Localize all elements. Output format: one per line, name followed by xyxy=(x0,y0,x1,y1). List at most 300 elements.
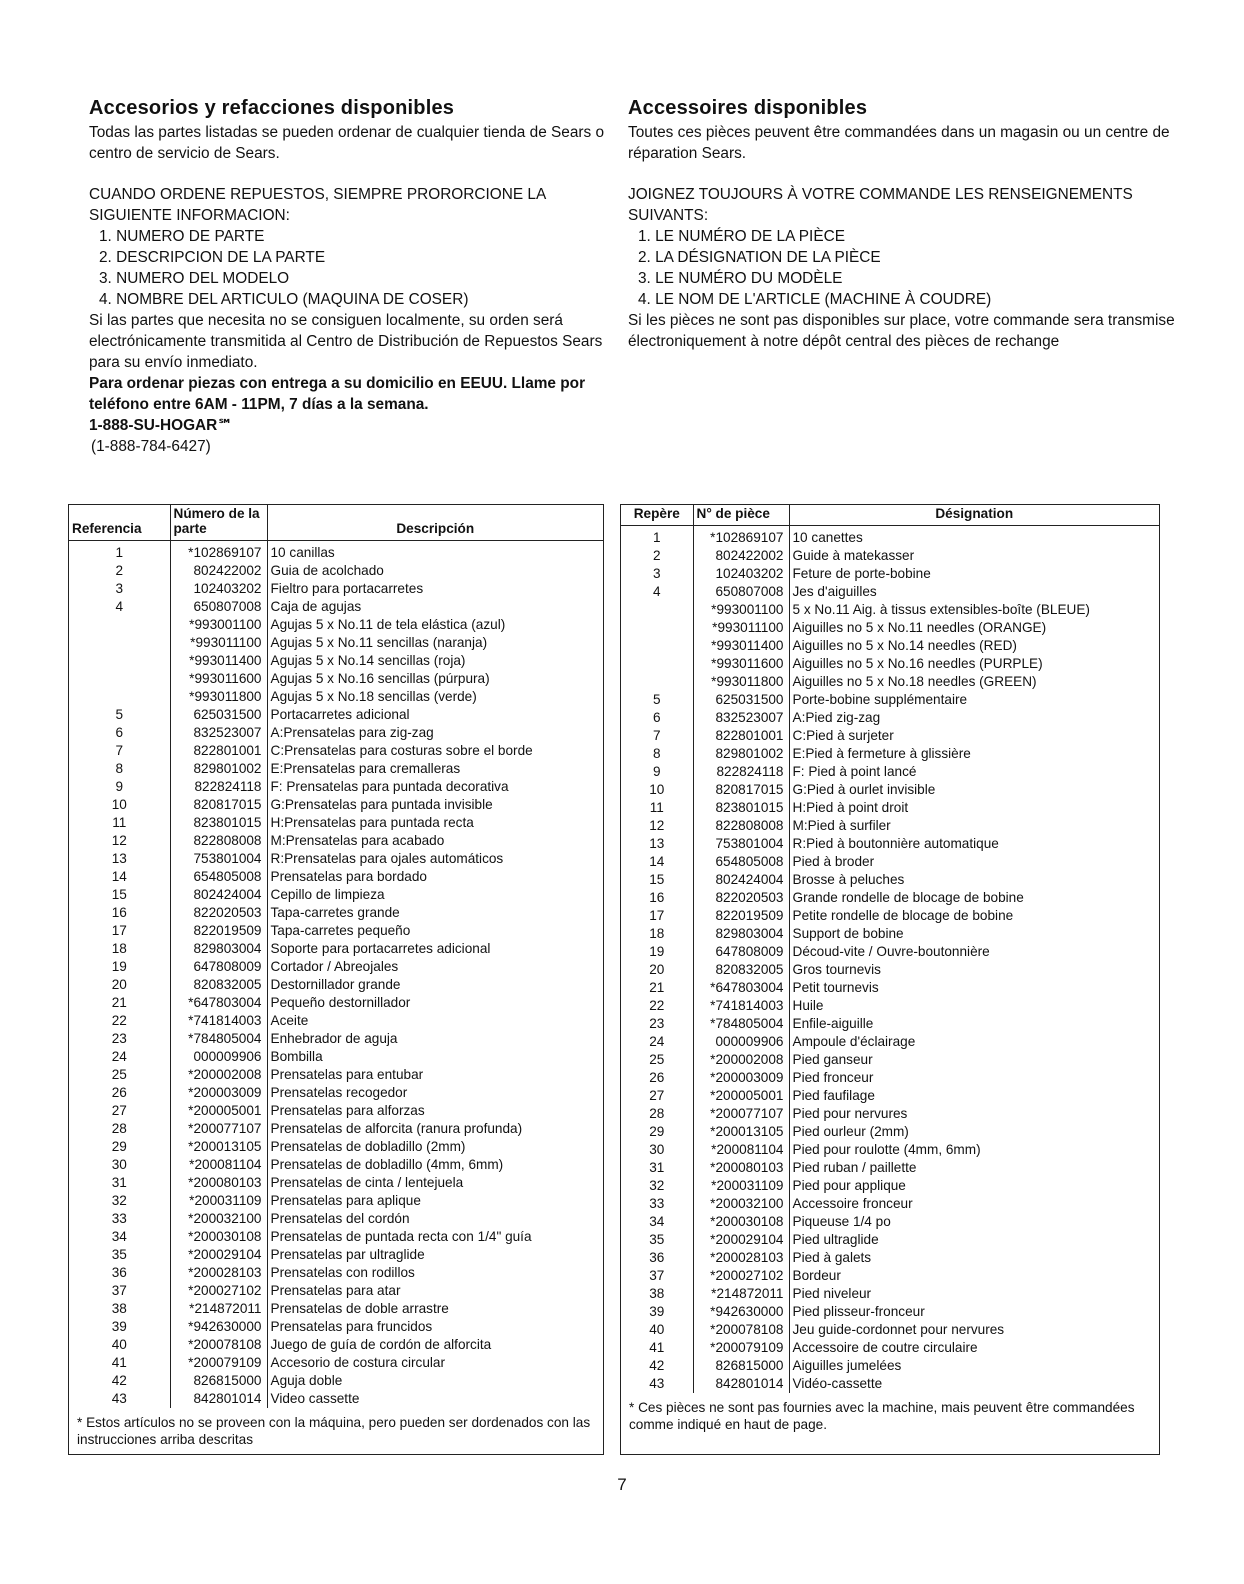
part-number-cell: *200029104 xyxy=(693,1231,789,1249)
ref-cell: 26 xyxy=(649,1070,665,1085)
ref-cell: 18 xyxy=(649,926,665,941)
table-row xyxy=(621,1141,1159,1159)
ref-cell: 21 xyxy=(111,995,127,1010)
list-item: 2. DESCRIPCION DE LA PARTE xyxy=(99,249,326,266)
ref-cell: 6 xyxy=(652,710,661,725)
ref-cell: 14 xyxy=(649,854,665,869)
description-cell: Pied plisseur-fronceur xyxy=(792,1304,925,1319)
ref-cell: 10 xyxy=(649,782,665,797)
ref-cell: 11 xyxy=(112,815,127,830)
french-parts-table xyxy=(621,505,1159,1393)
description-cell: Fieltro para portacarretes xyxy=(270,581,424,596)
part-number-cell: *200031109 xyxy=(693,1177,789,1195)
ref-cell: 7 xyxy=(652,728,661,743)
part-number-cell: *200028103 xyxy=(693,1249,789,1267)
table-row xyxy=(69,616,603,634)
description-cell: A:Prensatelas para zig-zag xyxy=(270,725,434,740)
description-cell: Aceite xyxy=(270,1013,309,1028)
table-row xyxy=(621,835,1159,853)
ref-cell: 40 xyxy=(649,1322,665,1337)
header-part: N° de pièce xyxy=(693,505,789,526)
table-row xyxy=(69,1174,603,1192)
ref-cell: 30 xyxy=(111,1157,127,1172)
description-cell: Prensatelas para alforzas xyxy=(270,1103,425,1118)
table-row xyxy=(69,1210,603,1228)
description-cell: Pied pour applique xyxy=(792,1178,906,1193)
description-cell: Vidéo-cassette xyxy=(792,1376,883,1391)
description-cell: Pied ourleur (2mm) xyxy=(792,1124,909,1139)
ref-cell: 9 xyxy=(115,779,124,794)
description-cell: Prensatelas para bordado xyxy=(270,869,427,884)
ref-cell: 28 xyxy=(649,1106,665,1121)
description-cell: Gros tournevis xyxy=(792,962,881,977)
part-number-cell: 650807008 xyxy=(693,583,789,601)
table-row xyxy=(69,1120,603,1138)
table-row xyxy=(69,922,603,940)
part-number-cell: 822801001 xyxy=(693,727,789,745)
table-row xyxy=(69,1156,603,1174)
part-number-cell: 647808009 xyxy=(693,943,789,961)
ref-cell: 35 xyxy=(111,1247,127,1262)
description-cell: Porte-bobine supplémentaire xyxy=(792,692,968,707)
part-number-cell: *993011400 xyxy=(170,652,267,670)
ref-cell: 10 xyxy=(111,797,127,812)
ref-cell: 38 xyxy=(111,1301,127,1316)
description-cell: C:Prensatelas para costuras sobre el borde xyxy=(270,743,533,758)
part-number-cell: *200002008 xyxy=(693,1051,789,1069)
description-cell: Prensatelas de dobladillo (2mm) xyxy=(270,1139,466,1154)
description-cell: R:Pied à boutonnière automatique xyxy=(792,836,999,851)
table-row xyxy=(621,763,1159,781)
description-cell: Enfile-aiguille xyxy=(792,1016,874,1031)
part-number-cell: *200032100 xyxy=(170,1210,267,1228)
table-row xyxy=(69,688,603,706)
ref-cell: 5 xyxy=(652,692,661,707)
table-row xyxy=(69,778,603,796)
ref-cell: 4 xyxy=(652,584,661,599)
ref-cell: 23 xyxy=(649,1016,665,1031)
table-row xyxy=(69,1390,603,1408)
description-cell: Prensatelas recogedor xyxy=(270,1085,408,1100)
part-number-cell: 822824118 xyxy=(693,763,789,781)
part-number-cell: *993011800 xyxy=(170,688,267,706)
table-row xyxy=(621,727,1159,745)
part-number-cell: *214872011 xyxy=(170,1300,267,1318)
description-cell: E:Pied à fermeture à glissière xyxy=(792,746,971,761)
description-cell: Aiguilles no 5 x No.14 needles (RED) xyxy=(792,638,1017,653)
table-row xyxy=(621,1339,1159,1357)
french-title: Accessoires disponibles xyxy=(628,97,868,119)
ref-cell: 39 xyxy=(111,1319,127,1334)
spanish-phone-digits: (1-888-784-6427) xyxy=(91,438,211,455)
part-number-cell: 820817015 xyxy=(170,796,267,814)
part-number-cell: *102869107 xyxy=(693,526,789,548)
part-number-cell: 822824118 xyxy=(170,778,267,796)
description-cell: Enhebrador de aguja xyxy=(270,1031,398,1046)
table-row xyxy=(621,1213,1159,1231)
ref-cell xyxy=(69,634,170,652)
table-row xyxy=(621,709,1159,727)
ref-cell: 31 xyxy=(111,1175,127,1190)
table-row xyxy=(621,979,1159,997)
ref-cell: 13 xyxy=(649,836,665,851)
table-row xyxy=(69,1372,603,1390)
list-item: 1. NUMERO DE PARTE xyxy=(99,228,265,245)
table-row xyxy=(621,601,1159,619)
part-number-cell: *200005001 xyxy=(693,1087,789,1105)
table-row xyxy=(69,562,603,580)
description-cell: Destornillador grande xyxy=(270,977,401,992)
part-number-cell: *200079109 xyxy=(170,1354,267,1372)
table-row xyxy=(621,1159,1159,1177)
description-cell: H:Pied à point droit xyxy=(792,800,909,815)
ref-cell: 20 xyxy=(649,962,665,977)
description-cell: Pied niveleur xyxy=(792,1286,872,1301)
description-cell: Prensatelas par ultraglide xyxy=(270,1247,425,1262)
table-row xyxy=(69,1012,603,1030)
description-cell: Jes d'aiguilles xyxy=(792,584,877,599)
part-number-cell: *942630000 xyxy=(693,1303,789,1321)
description-cell: H:Prensatelas para puntada recta xyxy=(270,815,474,830)
part-number-cell: 625031500 xyxy=(170,706,267,724)
table-row xyxy=(621,655,1159,673)
table-row xyxy=(69,1228,603,1246)
part-number-cell: *741814003 xyxy=(693,997,789,1015)
part-number-cell: *200032100 xyxy=(693,1195,789,1213)
description-cell: Guia de acolchado xyxy=(270,563,384,578)
part-number-cell: 832523007 xyxy=(170,724,267,742)
spanish-footnote: * Estos artículos no se proveen con la máquina, pero pueden ser dordenados con las instrucciones arriba descritas xyxy=(77,1415,591,1447)
table-row xyxy=(621,1303,1159,1321)
description-cell: Pied pour nervures xyxy=(792,1106,908,1121)
table-row xyxy=(621,1375,1159,1393)
part-number-cell: 820832005 xyxy=(170,976,267,994)
part-number-cell: 802422002 xyxy=(170,562,267,580)
description-cell: Prensatelas para fruncidos xyxy=(270,1319,433,1334)
description-cell: Pied ruban / paillette xyxy=(792,1160,917,1175)
table-row xyxy=(621,565,1159,583)
table-row xyxy=(621,1069,1159,1087)
description-cell: Pied ganseur xyxy=(792,1052,873,1067)
list-item: 1. LE NUMÉRO DE LA PIÈCE xyxy=(638,228,845,245)
ref-cell: 26 xyxy=(111,1085,127,1100)
ref-cell: 12 xyxy=(111,833,127,848)
description-cell: Huile xyxy=(792,998,824,1013)
ref-cell: 2 xyxy=(115,563,124,578)
description-cell: F: Pied à point lancé xyxy=(792,764,917,779)
french-section xyxy=(628,96,1188,352)
part-number-cell: 826815000 xyxy=(693,1357,789,1375)
part-number-cell: 842801014 xyxy=(170,1390,267,1408)
description-cell: Cortador / Abreojales xyxy=(270,959,399,974)
part-number-cell: 832523007 xyxy=(693,709,789,727)
description-cell: Grande rondelle de blocage de bobine xyxy=(792,890,1024,905)
description-cell: Aiguilles no 5 x No.16 needles (PURPLE) xyxy=(792,656,1043,671)
ref-cell: 37 xyxy=(649,1268,665,1283)
ref-cell: 42 xyxy=(111,1373,127,1388)
ref-cell: 20 xyxy=(111,977,127,992)
part-number-cell: *200027102 xyxy=(170,1282,267,1300)
ref-cell: 38 xyxy=(649,1286,665,1301)
spanish-intro: Todas las partes listadas se pueden ordenar de cualquier tienda de Sears o centro de servicio de Sears. xyxy=(89,124,605,162)
list-item: 4. NOMBRE DEL ARTICULO (MAQUINA DE COSER) xyxy=(99,291,469,308)
description-cell: M:Prensatelas para acabado xyxy=(270,833,445,848)
ref-cell: 37 xyxy=(111,1283,127,1298)
spanish-table-body xyxy=(69,541,603,1409)
table-row xyxy=(621,907,1159,925)
ref-cell: 22 xyxy=(649,998,665,1013)
description-cell: Jeu guide-cordonnet pour nervures xyxy=(792,1322,1005,1337)
ref-cell: 25 xyxy=(649,1052,665,1067)
part-number-cell: 000009906 xyxy=(693,1033,789,1051)
table-row xyxy=(69,976,603,994)
part-number-cell: *993011800 xyxy=(693,673,789,691)
part-number-cell: *200078108 xyxy=(693,1321,789,1339)
ref-cell: 11 xyxy=(649,800,664,815)
french-order-list xyxy=(628,226,1188,310)
table-row xyxy=(621,1231,1159,1249)
table-row xyxy=(69,1336,603,1354)
ref-cell: 27 xyxy=(649,1088,665,1103)
header-ref: Referencia xyxy=(69,505,170,541)
page-number: 7 xyxy=(617,1475,627,1494)
table-row xyxy=(621,745,1159,763)
ref-cell: 28 xyxy=(111,1121,127,1136)
table-row xyxy=(621,1195,1159,1213)
ref-cell: 43 xyxy=(649,1376,665,1391)
table-row xyxy=(621,997,1159,1015)
part-number-cell: *200077107 xyxy=(693,1105,789,1123)
header-desc: Désignation xyxy=(789,505,1159,526)
table-row xyxy=(69,940,603,958)
table-row xyxy=(621,1015,1159,1033)
description-cell: F: Prensatelas para puntada decorativa xyxy=(270,779,509,794)
part-number-cell: *200029104 xyxy=(170,1246,267,1264)
header-ref: Repère xyxy=(621,505,693,526)
ref-cell: 15 xyxy=(111,887,127,902)
table-row xyxy=(69,994,603,1012)
ref-cell: 24 xyxy=(111,1049,127,1064)
table-row xyxy=(621,526,1159,548)
part-number-cell: 654805008 xyxy=(693,853,789,871)
description-cell: Agujas 5 x No.11 sencillas (naranja) xyxy=(270,635,488,650)
part-number-cell: *200031109 xyxy=(170,1192,267,1210)
table-row xyxy=(69,1282,603,1300)
table-row xyxy=(621,781,1159,799)
part-number-cell: 102403202 xyxy=(170,580,267,598)
table-row xyxy=(69,634,603,652)
description-cell: Agujas 5 x No.14 sencillas (roja) xyxy=(270,653,466,668)
description-cell: Juego de guía de cordón de alforcita xyxy=(270,1337,492,1352)
table-row xyxy=(69,868,603,886)
ref-cell: 29 xyxy=(649,1124,665,1139)
table-row xyxy=(69,1048,603,1066)
description-cell: Bordeur xyxy=(792,1268,841,1283)
table-row xyxy=(69,598,603,616)
description-cell: Caja de agujas xyxy=(270,599,362,614)
description-cell: Pied faufilage xyxy=(792,1088,875,1103)
spanish-order-list xyxy=(89,226,629,310)
part-number-cell: *102869107 xyxy=(170,541,267,563)
spanish-section xyxy=(89,96,629,457)
spanish-parts-table xyxy=(69,505,603,1408)
ref-cell: 32 xyxy=(649,1178,665,1193)
ref-cell: 39 xyxy=(649,1304,665,1319)
description-cell: Pequeño destornillador xyxy=(270,995,411,1010)
table-row xyxy=(69,1084,603,1102)
ref-cell: 12 xyxy=(649,818,665,833)
description-cell: Agujas 5 x No.16 sencillas (púrpura) xyxy=(270,671,490,686)
description-cell: A:Pied zig-zag xyxy=(792,710,881,725)
ref-cell: 13 xyxy=(111,851,127,866)
description-cell: Aiguilles jumelées xyxy=(792,1358,902,1373)
description-cell: R:Prensatelas para ojales automáticos xyxy=(270,851,504,866)
part-number-cell: 000009906 xyxy=(170,1048,267,1066)
table-row xyxy=(621,1087,1159,1105)
description-cell: Video cassette xyxy=(270,1391,360,1406)
french-not-available: Si les pièces ne sont pas disponibles sur place, votre commande sera transmise électroniquement à notre dépôt central des pièces de rechange xyxy=(628,312,1175,350)
table-row xyxy=(69,670,603,688)
ref-cell: 19 xyxy=(111,959,127,974)
part-number-cell: *741814003 xyxy=(170,1012,267,1030)
part-number-cell: 829801002 xyxy=(170,760,267,778)
description-cell: Prensatelas de cinta / lentejuela xyxy=(270,1175,464,1190)
description-cell: Tapa-carretes pequeño xyxy=(270,923,411,938)
part-number-cell: *200030108 xyxy=(693,1213,789,1231)
table-row xyxy=(621,619,1159,637)
part-number-cell: *993011600 xyxy=(170,670,267,688)
part-number-cell: 822020503 xyxy=(693,889,789,907)
ref-cell: 7 xyxy=(115,743,124,758)
table-row xyxy=(621,691,1159,709)
part-number-cell: *200002008 xyxy=(170,1066,267,1084)
ref-cell xyxy=(621,601,693,619)
description-cell: 10 canillas xyxy=(270,545,335,560)
ref-cell xyxy=(621,619,693,637)
description-cell: Feture de porte-bobine xyxy=(792,566,931,581)
description-cell: Petite rondelle de blocage de bobine xyxy=(792,908,1014,923)
description-cell: Support de bobine xyxy=(792,926,904,941)
ref-cell: 1 xyxy=(652,530,661,545)
table-row xyxy=(69,742,603,760)
part-number-cell: *200003009 xyxy=(170,1084,267,1102)
table-row xyxy=(69,904,603,922)
table-row xyxy=(621,1249,1159,1267)
ref-cell: 29 xyxy=(111,1139,127,1154)
table-row xyxy=(621,1105,1159,1123)
ref-cell xyxy=(621,655,693,673)
french-table-body xyxy=(621,526,1159,1394)
part-number-cell: *647803004 xyxy=(693,979,789,997)
table-row xyxy=(69,1066,603,1084)
description-cell: Prensatelas de doble arrastre xyxy=(270,1301,449,1316)
description-cell: 5 x No.11 Aig. à tissus extensibles-boîte (BLEUE) xyxy=(792,602,1090,617)
description-cell: Pied pour roulotte (4mm, 6mm) xyxy=(792,1142,981,1157)
part-number-cell: *200081104 xyxy=(170,1156,267,1174)
part-number-cell: *200028103 xyxy=(170,1264,267,1282)
table-row xyxy=(621,799,1159,817)
part-number-cell: 823801015 xyxy=(170,814,267,832)
ref-cell xyxy=(69,652,170,670)
part-number-cell: 802424004 xyxy=(170,886,267,904)
ref-cell: 36 xyxy=(111,1265,127,1280)
list-item: 3. NUMERO DEL MODELO xyxy=(99,270,290,287)
ref-cell: 33 xyxy=(649,1196,665,1211)
table-row xyxy=(621,1321,1159,1339)
spanish-phone: 1-888-SU-HOGAR℠ xyxy=(89,417,233,434)
french-footnote: * Ces pièces ne sont pas fournies avec la machine, mais peuvent être commandées comme indiqué en haut de page. xyxy=(629,1400,1135,1432)
table-row xyxy=(69,886,603,904)
part-number-cell: *200080103 xyxy=(693,1159,789,1177)
part-number-cell: *200077107 xyxy=(170,1120,267,1138)
part-number-cell: 802424004 xyxy=(693,871,789,889)
ref-cell: 36 xyxy=(649,1250,665,1265)
part-number-cell: 822808008 xyxy=(693,817,789,835)
description-cell: Cepillo de limpieza xyxy=(270,887,385,902)
spanish-not-available: Si las partes que necesita no se consiguen localmente, su orden será electrónicamente transmitida al Centro de Distribución de Repuestos Sears para su envío inmediato. xyxy=(89,312,603,371)
description-cell: M:Pied à surfiler xyxy=(792,818,891,833)
table-row xyxy=(69,652,603,670)
ref-cell: 15 xyxy=(649,872,665,887)
table-row xyxy=(69,832,603,850)
description-cell: G:Pied à ourlet invisible xyxy=(792,782,936,797)
table-row xyxy=(621,1177,1159,1195)
table-row xyxy=(621,583,1159,601)
ref-cell: 41 xyxy=(111,1355,127,1370)
ref-cell: 6 xyxy=(115,725,124,740)
spanish-title: Accesorios y refacciones disponibles xyxy=(89,97,455,119)
description-cell: Aiguilles no 5 x No.18 needles (GREEN) xyxy=(792,674,1037,689)
part-number-cell: 829801002 xyxy=(693,745,789,763)
ref-cell: 9 xyxy=(652,764,661,779)
part-number-cell: 654805008 xyxy=(170,868,267,886)
table-row xyxy=(69,1354,603,1372)
ref-cell: 2 xyxy=(652,548,661,563)
part-number-cell: *200080103 xyxy=(170,1174,267,1192)
table-row xyxy=(621,1033,1159,1051)
description-cell: Accessoire de coutre circulaire xyxy=(792,1340,978,1355)
ref-cell: 27 xyxy=(111,1103,127,1118)
description-cell: Pied ultraglide xyxy=(792,1232,879,1247)
description-cell: Aguja doble xyxy=(270,1373,343,1388)
part-number-cell: 753801004 xyxy=(170,850,267,868)
part-number-cell: *993011400 xyxy=(693,637,789,655)
part-number-cell: *993011100 xyxy=(693,619,789,637)
part-number-cell: 820832005 xyxy=(693,961,789,979)
part-number-cell: 822019509 xyxy=(693,907,789,925)
ref-cell: 42 xyxy=(649,1358,665,1373)
description-cell: G:Prensatelas para puntada invisible xyxy=(270,797,493,812)
ref-cell: 40 xyxy=(111,1337,127,1352)
ref-cell: 4 xyxy=(115,599,124,614)
description-cell: Pied à broder xyxy=(792,854,875,869)
part-number-cell: 820817015 xyxy=(693,781,789,799)
part-number-cell: *200027102 xyxy=(693,1267,789,1285)
table-row xyxy=(621,871,1159,889)
ref-cell: 31 xyxy=(649,1160,665,1175)
ref-cell xyxy=(621,637,693,655)
list-item: 4. LE NOM DE L'ARTICLE (MACHINE À COUDRE) xyxy=(638,291,992,308)
part-number-cell: 822020503 xyxy=(170,904,267,922)
description-cell: Prensatelas de puntada recta con 1/4" guía xyxy=(270,1229,532,1244)
description-cell: Pied à galets xyxy=(792,1250,872,1265)
description-cell: Accessoire fronceur xyxy=(792,1196,913,1211)
description-cell: Bombilla xyxy=(270,1049,323,1064)
table-row xyxy=(69,1246,603,1264)
description-cell: Brosse à peluches xyxy=(792,872,905,887)
part-number-cell: *200013105 xyxy=(693,1123,789,1141)
ref-cell: 21 xyxy=(649,980,665,995)
